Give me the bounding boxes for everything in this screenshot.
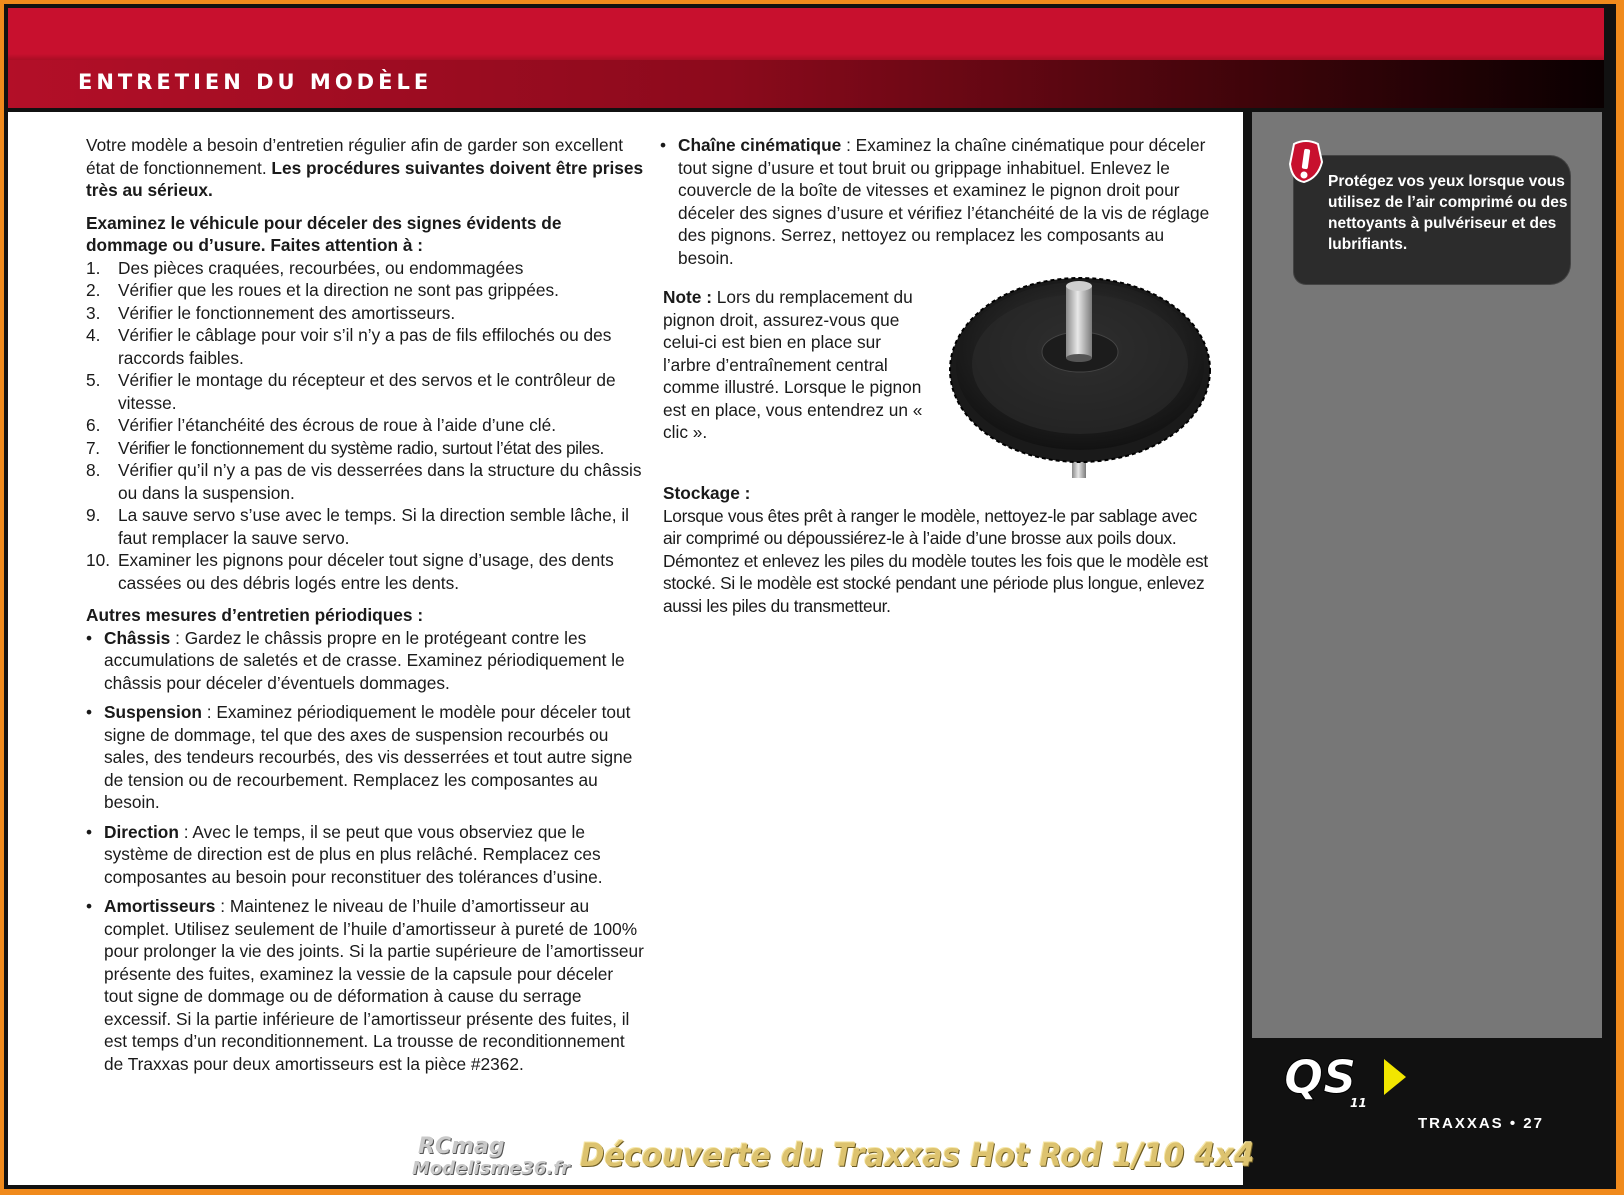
inspection-heading: Examinez le véhicule pour déceler des signes évidents de dommage ou d’usure. Faites attention à : bbox=[86, 212, 562, 255]
watermark-logo-line2: Modelisme36.fr bbox=[412, 1158, 570, 1179]
qs-logo bbox=[1280, 1045, 1420, 1109]
intro-bold: Les procédures suivantes doivent être prises très au sérieux. bbox=[86, 157, 644, 200]
list-item: 4. Vérifier le câblage pour voir s’il n’y a pas de fils effilochés ou des raccords faibles. bbox=[86, 325, 612, 368]
warning-text: Protégez vos yeux lorsque vous utilisez de l’air comprimé ou des nettoyants à pulvériseur et des lubrifiants. bbox=[1328, 173, 1568, 253]
list-item: 3. Vérifier le fonctionnement des amortisseurs. bbox=[86, 302, 456, 323]
list-item: 1. Des pièces craquées, recourbées, ou endommagées bbox=[86, 257, 524, 278]
right-column bbox=[660, 134, 1220, 276]
list-item: • Direction : Avec le temps, il se peut que vous observiez que le système de direction est de plus en plus relâché. Remplacez ces composantes au besoin pour reconstituer des tolérances d’usine. bbox=[86, 821, 646, 889]
intro-paragraph bbox=[86, 134, 646, 202]
list-item: 10. Examiner les pignons pour déceler tout signe d’usage, des dents cassées ou des débris logés entre les dents. bbox=[86, 550, 614, 593]
watermark-logo-line1: RCmag bbox=[418, 1134, 505, 1159]
storage-heading: Stockage : bbox=[663, 483, 751, 503]
list-item: • Suspension : Examinez périodiquement le modèle pour déceler tout signe de dommage, tel que des axes de suspension recourbés ou sales, des tendeurs recourbés, des vis desserrées et tout autre signe de tension ou de recourbement. Remplacez les composantes au besoin. bbox=[86, 701, 646, 814]
spur-gear-image bbox=[948, 272, 1214, 482]
list-item: 8. Vérifier qu’il n’y a pas de vis desserrées dans la structure du châssis ou dans la suspension. bbox=[86, 460, 642, 503]
watermark-logo bbox=[412, 1134, 582, 1184]
qs-logo-sub: 11 bbox=[1350, 1096, 1367, 1109]
watermark-caption: Découverte du Traxxas Hot Rod 1/10 4x4 bbox=[580, 1136, 1255, 1174]
list-item: 6. Vérifier l’étanchéité des écrous de roue à l’aide d’une clé. bbox=[86, 415, 557, 435]
list-item: 7. Vérifier le fonctionnement du système radio, surtout l’état des piles. bbox=[86, 437, 604, 458]
storage-text: Lorsque vous êtes prêt à ranger le modèle, nettoyez-le par sablage avec air comprimé ou dépoussiérez-le à l’aide d’une brosse aux poils doux. Démontez et enlevez les piles du modèle toutes les fois que le modèle est stocké. Si le modèle est stocké pendant une période plus longue, enlevez aussi les piles du transmetteur. bbox=[663, 505, 1208, 616]
exclamation-icon bbox=[1286, 140, 1326, 184]
left-column bbox=[86, 134, 646, 1082]
list-item: 9. La sauve servo s’use avec le temps. Si la direction semble lâche, il faut remplacer la sauve servo. bbox=[86, 505, 630, 548]
periodic-list bbox=[86, 627, 646, 1076]
inspection-list bbox=[86, 257, 646, 595]
list-item: • Chaîne cinématique : Examinez la chaîne cinématique pour déceler tout signe d’usure et tout bruit ou grippage inhabituel. Enlevez le couvercle de la boîte de vitesses et examinez le pignon droit pour déceler des signes d’usure et vérifiez l’étanchéité de la vis de réglage des pignons. Serrez, nettoyez ou remplacez les composants au besoin. bbox=[660, 134, 1220, 269]
storage-section bbox=[663, 482, 1218, 617]
page-title: ENTRETIEN DU MODÈLE bbox=[78, 70, 433, 94]
note-paragraph: Note : Lors du remplacement du pignon droit, assurez-vous que celui-ci est bien en place sur l’arbre d’entraînement central comme illustré. Lorsque le pignon est en place, vous entendrez un « clic ». bbox=[663, 287, 923, 442]
intro-text: Votre modèle a besoin d’entretien régulier afin de garder son excellent état de fonctionnement. bbox=[86, 135, 624, 178]
qs-logo-text: QS bbox=[1284, 1050, 1357, 1104]
page-number: TRAXXAS • 27 bbox=[1418, 1115, 1544, 1132]
list-item: 5. Vérifier le montage du récepteur et des servos et le contrôleur de vitesse. bbox=[86, 370, 616, 413]
list-item: • Amortisseurs : Maintenez le niveau de l’huile d’amortisseur au complet. Utilisez seulement de l’huile d’amortisseur à pureté de 100% pour prolonger la vie des joints. Si la partie supérieure de l’amortisseur présente des fuites, examinez la vessie de la capsule pour déceler tout signe de dommage ou de déformation à cause du serrage excessif. Si la partie inférieure de l’amortisseur présente des fuites, il est temps d’un reconditionnement. La trousse de reconditionnement de Traxxas pour deux amortisseurs est la pièce #2362. bbox=[86, 895, 646, 1075]
list-item: • Châssis : Gardez le châssis propre en le protégeant contre les accumulations de saletés et de crasse. Examinez périodiquement le châssis pour déceler d’éventuels dommages. bbox=[86, 627, 646, 695]
periodic-heading: Autres mesures d’entretien périodiques : bbox=[86, 605, 424, 625]
drivetrain-list bbox=[660, 134, 1220, 269]
list-item: 2. Vérifier que les roues et la direction ne sont pas grippées. bbox=[86, 280, 559, 300]
